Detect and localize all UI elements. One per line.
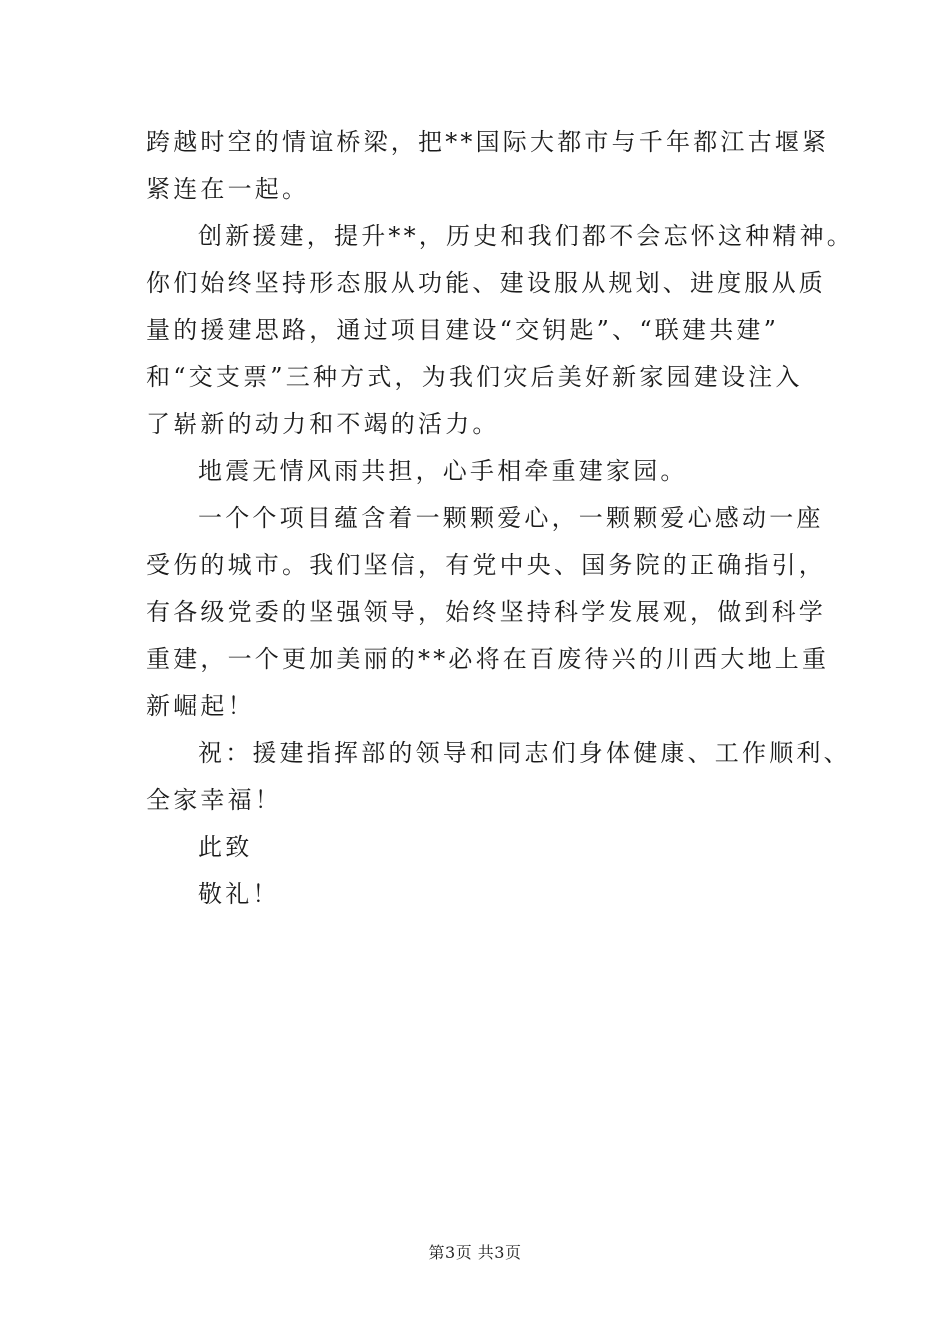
paragraph-start-line: 地震无情风雨共担，心手相牵重建家园。 <box>198 457 688 485</box>
paragraph-start-line: 创新援建，提升**，历史和我们都不会忘怀这种精神。 <box>198 222 854 250</box>
text-line: 你们始终坚持形态服从功能、建设服从规划、进度服从质 <box>146 269 826 297</box>
text-line: 新崛起！ <box>146 692 255 720</box>
salutation-line: 敬礼！ <box>198 880 280 908</box>
text-line: 紧连在一起。 <box>146 175 310 203</box>
blessing-line: 祝：援建指挥部的领导和同志们身体健康、工作顺利、 <box>198 739 851 767</box>
letter-body <box>146 119 854 918</box>
text-line: 了崭新的动力和不竭的活力。 <box>146 410 500 438</box>
text-line: 受伤的城市。我们坚信，有党中央、国务院的正确指引， <box>146 551 826 579</box>
text-line: 重建，一个更加美丽的**必将在百废待兴的川西大地上重 <box>146 645 830 673</box>
text-line: 和“交支票”三种方式，为我们灾后美好新家园建设注入 <box>146 363 803 391</box>
paragraph-start-line: 一个个项目蕴含着一颗颗爱心，一颗颗爱心感动一座 <box>198 504 824 532</box>
text-line: 量的援建思路，通过项目建设“交钥匙”、“联建共建” <box>146 316 780 344</box>
text-line: 全家幸福！ <box>146 786 282 814</box>
text-line: 跨越时空的情谊桥梁，把**国际大都市与千年都江古堰紧 <box>146 128 830 156</box>
text-line: 有各级党委的坚强领导，始终坚持科学发展观，做到科学 <box>146 598 826 626</box>
page-number-footer: 第3页 共3页 <box>428 1243 522 1262</box>
closing-line: 此致 <box>198 833 253 861</box>
